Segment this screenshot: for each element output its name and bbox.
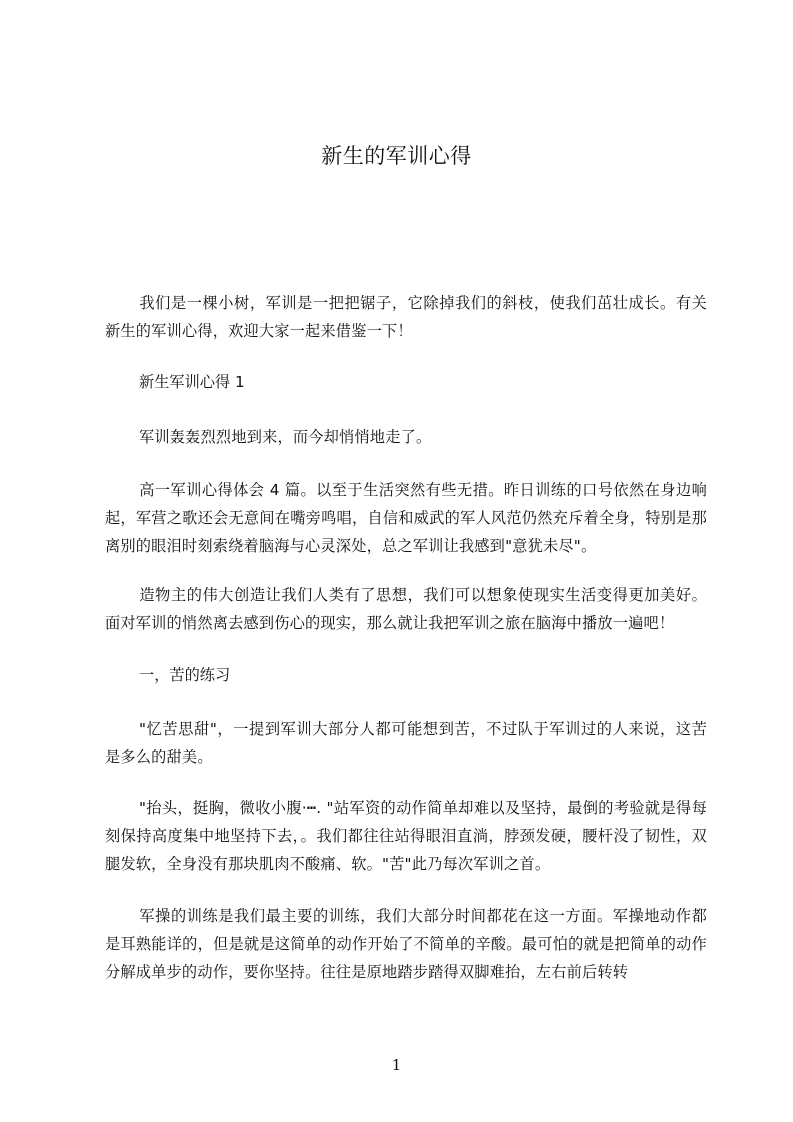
paragraph-bitter-sweet (105, 715, 707, 771)
paragraph-text: 我们是一棵小树，军训是一把把锯子，它除掉我们的斜枝，使我们茁壮成长。有关新生的军训心得，欢迎大家一起来借鉴一下！ (105, 294, 707, 340)
paragraph-text: 军操的训练是我们最主要的训练，我们大部分时间都花在这一方面。军操地动作都是耳熟能详的，但是就是这简单的动作开始了不简单的辛酸。最可怕的就是把简单的动作分解成单步的动作，要你坚持。往往是原地踏步踏得双脚难抬，左右前后转转 (105, 907, 707, 981)
paragraph-text: "忆苦思甜"，一提到军训大部分人都可能想到苦，不过队于军训过的人来说，这苦是多么的甜美。 (105, 720, 707, 766)
paragraph-text: 高一军训心得体会 4 篇。以至于生活突然有些无措。昨日训练的口号依然在身边响起，军营之歌还会无意间在嘴旁鸣唱，自信和威武的军人风范仍然充斥着全身，特别是那离别的眼泪时刻索绕着脑海与心灵深处，总之军训让我感到"意犹未尽"。 (105, 481, 707, 555)
paragraph-imagination (105, 581, 707, 637)
paragraph-arrival (105, 423, 707, 451)
paragraph-reflection (105, 476, 707, 560)
paragraph-text: "抬头，挺胸，微收小腹·┅. "站军资的动作简单却难以及坚持，最倒的考验就是得每刻保持高度集中地坚持下去，。我们都往往站得眼泪直淌，脖颈发硬，腰杆没了韧性，双腿发软，全身没有那块肌肉不酸痛、软。"苦"此乃每次军训之首。 (105, 799, 707, 873)
paragraph-standing-posture (105, 794, 707, 878)
paragraph-text: 军训轰轰烈烈地到来，而今却悄悄地走了。 (139, 428, 432, 446)
paragraph-drill-training (105, 902, 707, 986)
paragraph-text: 造物主的伟大创造让我们人类有了思想，我们可以想象使现实生活变得更加美好。面对军训的悄然离去感到伤心的现实，那么就让我把军训之旅在脑海中播放一遍吧！ (105, 586, 707, 632)
document-title: 新生的军训心得 (321, 144, 472, 168)
paragraph-intro (105, 289, 707, 345)
page-number: 1 (391, 1056, 402, 1074)
section-heading-1: 新生军训心得 1 (139, 373, 245, 391)
section-heading-bitter-practice: 一，苦的练习 (139, 666, 231, 684)
